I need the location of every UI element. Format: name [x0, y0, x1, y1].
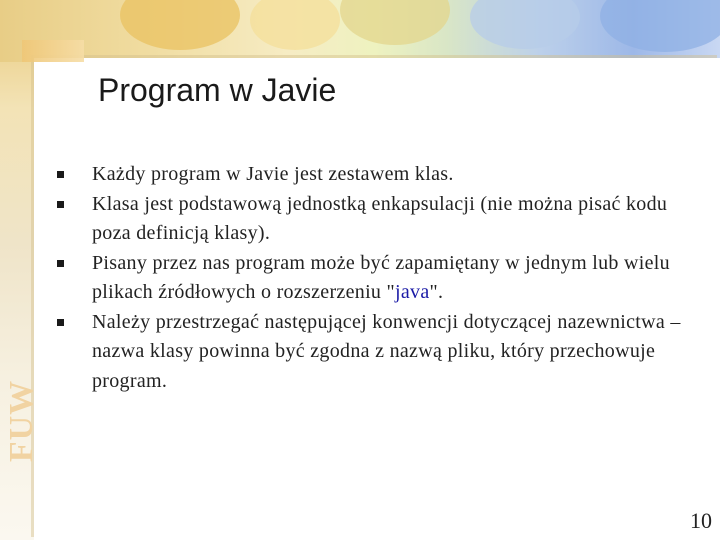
bullet-text: Każdy program w Javie jest zestawem klas. — [92, 163, 454, 185]
bullet-item — [56, 308, 696, 397]
watermark-text: FUW — [3, 379, 41, 463]
page-number: 10 — [690, 508, 712, 533]
bullet-list — [56, 160, 696, 396]
square-bullet-icon — [57, 171, 64, 178]
bullet-text-after: ". — [429, 281, 444, 303]
decorative-corner-mark — [22, 40, 84, 62]
banner-leaf-shape — [250, 0, 340, 50]
decorative-top-banner — [0, 0, 720, 62]
square-bullet-icon — [57, 260, 64, 267]
square-bullet-icon — [57, 201, 64, 208]
bullet-text-before: Pisany przez nas program może być zapamiętany w jednym lub wielu plikach źródłowych o rozszerzeniu " — [92, 251, 670, 303]
watermark-logo — [0, 366, 50, 476]
bullet-item — [56, 160, 696, 190]
square-bullet-icon — [57, 319, 64, 326]
slide-title: Program w Javie — [98, 72, 337, 108]
banner-leaf-shape — [470, 0, 580, 49]
bullet-item — [56, 249, 696, 308]
banner-leaf-shape — [600, 0, 720, 52]
banner-leaf-shape — [120, 0, 240, 50]
bullet-text: Należy przestrzegać następującej konwencji dotyczącej nazewnictwa – nazwa klasy powinna być zgodna z nazwą pliku, który przechowuje program. — [92, 310, 681, 392]
bullet-text: Klasa jest podstawową jednostką enkapsulacji (nie można pisać kodu poza definicją klasy). — [92, 192, 668, 244]
banner-leaf-shape — [340, 0, 450, 45]
extension-code: java — [395, 281, 430, 303]
bullet-item — [56, 190, 696, 249]
